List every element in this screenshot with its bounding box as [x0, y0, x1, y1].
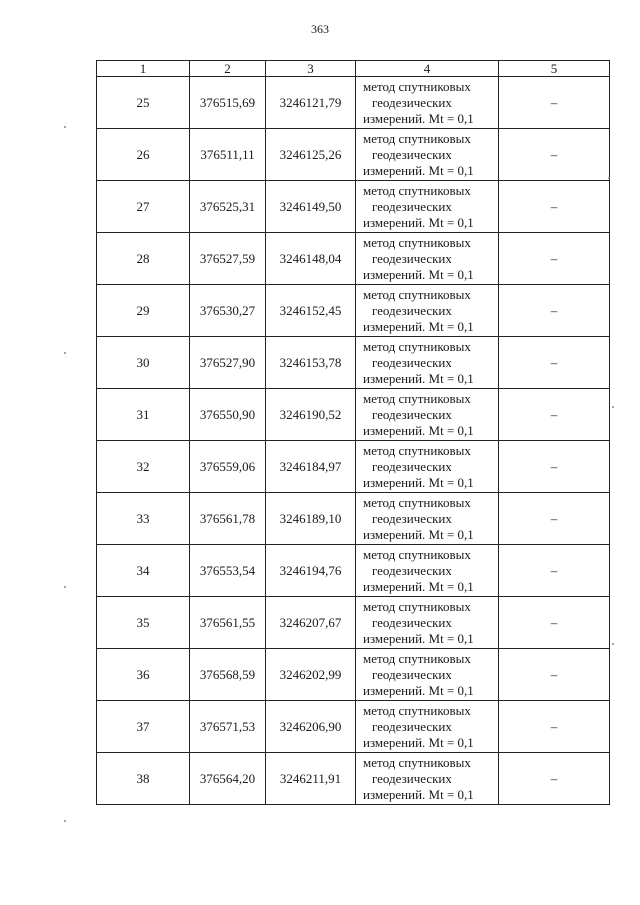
method-line: метод спутниковых: [363, 598, 471, 614]
scan-speck: [612, 643, 614, 645]
scan-speck: [64, 586, 66, 588]
table-row: [97, 389, 610, 441]
scan-speck: [608, 177, 610, 179]
method-line: геодезических: [372, 302, 452, 318]
page-number: 363: [311, 22, 329, 36]
method-cell: [356, 701, 499, 753]
table-row: [97, 493, 610, 545]
y-coordinate-cell: 3246189,10: [266, 493, 356, 545]
method-line: метод спутниковых: [363, 78, 471, 94]
table-row: [97, 285, 610, 337]
method-line: метод спутниковых: [363, 546, 471, 562]
method-cell: [356, 181, 499, 233]
note-cell: –: [499, 285, 610, 337]
method-line: измерений. Mt = 0,1: [363, 578, 474, 594]
method-line: измерений. Mt = 0,1: [363, 266, 474, 282]
method-line: измерений. Mt = 0,1: [363, 214, 474, 230]
y-coordinate-cell: 3246153,78: [266, 337, 356, 389]
note-cell: –: [499, 753, 610, 805]
method-line: измерений. Mt = 0,1: [363, 682, 474, 698]
method-line: геодезических: [372, 562, 452, 578]
method-line: метод спутниковых: [363, 390, 471, 406]
note-cell: –: [499, 337, 610, 389]
method-line: измерений. Mt = 0,1: [363, 734, 474, 750]
method-cell: [356, 545, 499, 597]
table-body: [97, 77, 610, 805]
x-coordinate-cell: 376515,69: [190, 77, 266, 129]
method-cell: [356, 389, 499, 441]
method-line: геодезических: [372, 770, 452, 786]
table-row: [97, 337, 610, 389]
method-line: метод спутниковых: [363, 754, 471, 770]
table-row: [97, 441, 610, 493]
method-line: измерений. Mt = 0,1: [363, 162, 474, 178]
x-coordinate-cell: 376527,90: [190, 337, 266, 389]
method-line: измерений. Mt = 0,1: [363, 630, 474, 646]
y-coordinate-cell: 3246207,67: [266, 597, 356, 649]
method-line: метод спутниковых: [363, 130, 471, 146]
method-line: геодезических: [372, 146, 452, 162]
method-line: измерений. Mt = 0,1: [363, 474, 474, 490]
header-cell-4: 4: [356, 61, 499, 77]
method-cell: [356, 441, 499, 493]
method-line: метод спутниковых: [363, 182, 471, 198]
point-number-cell: 35: [97, 597, 190, 649]
method-line: метод спутниковых: [363, 234, 471, 250]
y-coordinate-cell: 3246206,90: [266, 701, 356, 753]
table-row: [97, 597, 610, 649]
point-number-cell: 33: [97, 493, 190, 545]
method-line: геодезических: [372, 614, 452, 630]
point-number-cell: 34: [97, 545, 190, 597]
y-coordinate-cell: 3246190,52: [266, 389, 356, 441]
y-coordinate-cell: 3246125,26: [266, 129, 356, 181]
method-line: измерений. Mt = 0,1: [363, 526, 474, 542]
y-coordinate-cell: 3246211,91: [266, 753, 356, 805]
method-cell: [356, 337, 499, 389]
x-coordinate-cell: 376525,31: [190, 181, 266, 233]
method-line: геодезических: [372, 94, 452, 110]
method-line: геодезических: [372, 354, 452, 370]
method-line: геодезических: [372, 406, 452, 422]
table-row: [97, 545, 610, 597]
table-row: [97, 129, 610, 181]
scan-speck: [612, 406, 614, 408]
point-number-cell: 38: [97, 753, 190, 805]
note-cell: –: [499, 389, 610, 441]
method-line: измерений. Mt = 0,1: [363, 370, 474, 386]
table-row: [97, 649, 610, 701]
method-line: метод спутниковых: [363, 338, 471, 354]
point-number-cell: 30: [97, 337, 190, 389]
method-line: метод спутниковых: [363, 494, 471, 510]
method-line: метод спутниковых: [363, 650, 471, 666]
x-coordinate-cell: 376527,59: [190, 233, 266, 285]
header-cell-3: 3: [266, 61, 356, 77]
method-cell: [356, 597, 499, 649]
method-line: геодезических: [372, 198, 452, 214]
note-cell: –: [499, 181, 610, 233]
point-number-cell: 37: [97, 701, 190, 753]
table-row: [97, 181, 610, 233]
method-line: метод спутниковых: [363, 286, 471, 302]
method-line: метод спутниковых: [363, 702, 471, 718]
header-cell-5: 5: [499, 61, 610, 77]
point-number-cell: 25: [97, 77, 190, 129]
y-coordinate-cell: 3246149,50: [266, 181, 356, 233]
x-coordinate-cell: 376550,90: [190, 389, 266, 441]
note-cell: –: [499, 129, 610, 181]
x-coordinate-cell: 376564,20: [190, 753, 266, 805]
y-coordinate-cell: 3246194,76: [266, 545, 356, 597]
method-line: геодезических: [372, 510, 452, 526]
coordinates-table: [96, 60, 610, 805]
x-coordinate-cell: 376530,27: [190, 285, 266, 337]
header-cell-2: 2: [190, 61, 266, 77]
y-coordinate-cell: 3246184,97: [266, 441, 356, 493]
point-number-cell: 29: [97, 285, 190, 337]
x-coordinate-cell: 376561,78: [190, 493, 266, 545]
method-cell: [356, 753, 499, 805]
method-cell: [356, 233, 499, 285]
scan-speck: [64, 352, 66, 354]
note-cell: –: [499, 493, 610, 545]
method-cell: [356, 285, 499, 337]
point-number-cell: 32: [97, 441, 190, 493]
x-coordinate-cell: 376553,54: [190, 545, 266, 597]
header-row: [97, 61, 610, 77]
method-line: измерений. Mt = 0,1: [363, 786, 474, 802]
note-cell: –: [499, 77, 610, 129]
y-coordinate-cell: 3246202,99: [266, 649, 356, 701]
y-coordinate-cell: 3246148,04: [266, 233, 356, 285]
method-cell: [356, 493, 499, 545]
header-cell-1: 1: [97, 61, 190, 77]
method-line: измерений. Mt = 0,1: [363, 422, 474, 438]
note-cell: –: [499, 701, 610, 753]
method-line: геодезических: [372, 250, 452, 266]
method-line: геодезических: [372, 718, 452, 734]
table-row: [97, 753, 610, 805]
note-cell: –: [499, 597, 610, 649]
x-coordinate-cell: 376568,59: [190, 649, 266, 701]
table-header: [97, 61, 610, 77]
x-coordinate-cell: 376571,53: [190, 701, 266, 753]
method-line: измерений. Mt = 0,1: [363, 110, 474, 126]
table-row: [97, 77, 610, 129]
method-cell: [356, 77, 499, 129]
point-number-cell: 36: [97, 649, 190, 701]
x-coordinate-cell: 376559,06: [190, 441, 266, 493]
note-cell: –: [499, 545, 610, 597]
note-cell: –: [499, 649, 610, 701]
note-cell: –: [499, 441, 610, 493]
method-line: геодезических: [372, 458, 452, 474]
method-cell: [356, 649, 499, 701]
table-row: [97, 233, 610, 285]
table-row: [97, 701, 610, 753]
method-cell: [356, 129, 499, 181]
point-number-cell: 31: [97, 389, 190, 441]
method-line: геодезических: [372, 666, 452, 682]
point-number-cell: 28: [97, 233, 190, 285]
scan-speck: [64, 820, 66, 822]
y-coordinate-cell: 3246121,79: [266, 77, 356, 129]
x-coordinate-cell: 376511,11: [190, 129, 266, 181]
method-line: метод спутниковых: [363, 442, 471, 458]
note-cell: –: [499, 233, 610, 285]
point-number-cell: 26: [97, 129, 190, 181]
y-coordinate-cell: 3246152,45: [266, 285, 356, 337]
point-number-cell: 27: [97, 181, 190, 233]
scan-speck: [64, 126, 66, 128]
x-coordinate-cell: 376561,55: [190, 597, 266, 649]
method-line: измерений. Mt = 0,1: [363, 318, 474, 334]
